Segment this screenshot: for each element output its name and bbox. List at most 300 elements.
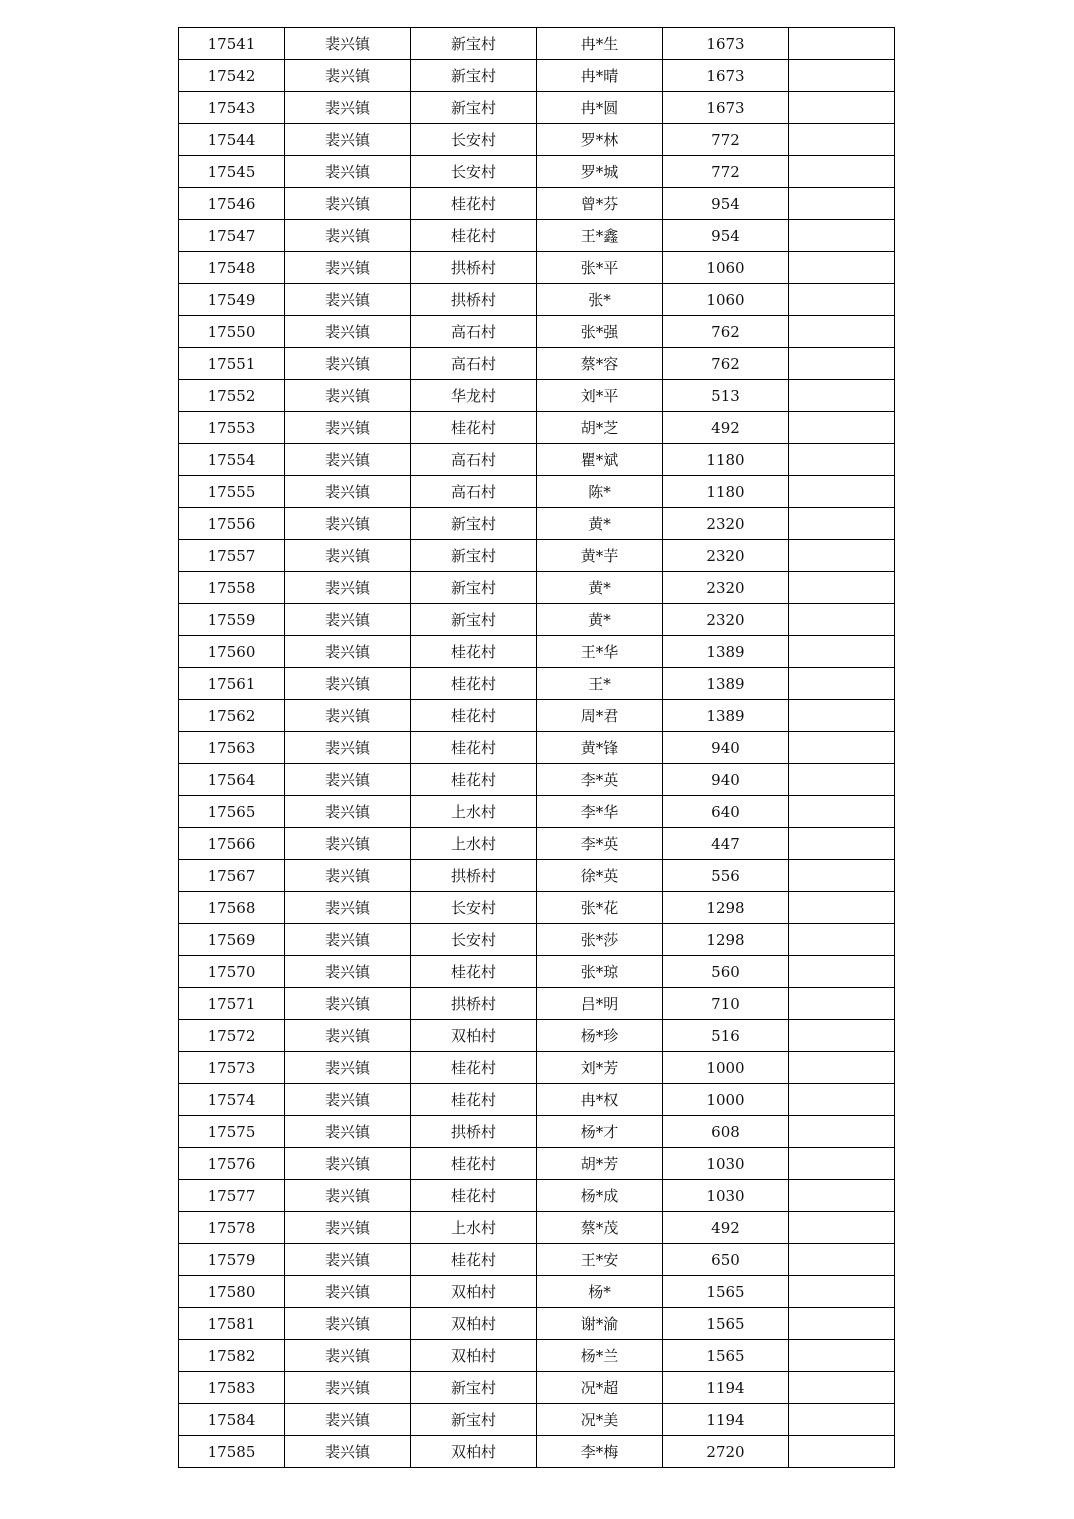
name-cell: 吕*明 (537, 988, 663, 1020)
amount-cell: 1389 (663, 668, 789, 700)
town-cell: 裴兴镇 (285, 156, 411, 188)
town-cell: 裴兴镇 (285, 444, 411, 476)
record-number-cell: 17571 (179, 988, 285, 1020)
remark-cell (789, 636, 895, 668)
amount-cell: 513 (663, 380, 789, 412)
amount-cell: 1030 (663, 1148, 789, 1180)
village-cell: 桂花村 (411, 956, 537, 988)
name-cell: 罗*林 (537, 124, 663, 156)
table-row (179, 988, 895, 1020)
amount-cell: 1030 (663, 1180, 789, 1212)
town-cell: 裴兴镇 (285, 1244, 411, 1276)
table-row (179, 348, 895, 380)
record-number-cell: 17556 (179, 508, 285, 540)
town-cell: 裴兴镇 (285, 636, 411, 668)
amount-cell: 1298 (663, 892, 789, 924)
table-row (179, 316, 895, 348)
town-cell: 裴兴镇 (285, 540, 411, 572)
town-cell: 裴兴镇 (285, 828, 411, 860)
record-number-cell: 17545 (179, 156, 285, 188)
remark-cell (789, 828, 895, 860)
village-cell: 拱桥村 (411, 1116, 537, 1148)
town-cell: 裴兴镇 (285, 572, 411, 604)
town-cell: 裴兴镇 (285, 1404, 411, 1436)
name-cell: 瞿*斌 (537, 444, 663, 476)
record-number-cell: 17577 (179, 1180, 285, 1212)
village-cell: 新宝村 (411, 92, 537, 124)
amount-cell: 492 (663, 412, 789, 444)
remark-cell (789, 1052, 895, 1084)
remark-cell (789, 1084, 895, 1116)
amount-cell: 560 (663, 956, 789, 988)
town-cell: 裴兴镇 (285, 924, 411, 956)
amount-cell: 2320 (663, 540, 789, 572)
remark-cell (789, 60, 895, 92)
name-cell: 黄* (537, 604, 663, 636)
record-number-cell: 17551 (179, 348, 285, 380)
village-cell: 桂花村 (411, 1244, 537, 1276)
village-cell: 长安村 (411, 924, 537, 956)
amount-cell: 1673 (663, 28, 789, 60)
table-row (179, 508, 895, 540)
record-number-cell: 17583 (179, 1372, 285, 1404)
town-cell: 裴兴镇 (285, 1020, 411, 1052)
name-cell: 刘*芳 (537, 1052, 663, 1084)
record-number-cell: 17563 (179, 732, 285, 764)
village-cell: 桂花村 (411, 1180, 537, 1212)
village-cell: 华龙村 (411, 380, 537, 412)
table-row (179, 1116, 895, 1148)
record-number-cell: 17560 (179, 636, 285, 668)
table-row (179, 188, 895, 220)
remark-cell (789, 892, 895, 924)
name-cell: 冉*生 (537, 28, 663, 60)
remark-cell (789, 252, 895, 284)
town-cell: 裴兴镇 (285, 92, 411, 124)
town-cell: 裴兴镇 (285, 1084, 411, 1116)
table-row (179, 796, 895, 828)
table-row (179, 412, 895, 444)
table-row (179, 956, 895, 988)
record-number-cell: 17580 (179, 1276, 285, 1308)
town-cell: 裴兴镇 (285, 860, 411, 892)
table-row (179, 444, 895, 476)
name-cell: 王*安 (537, 1244, 663, 1276)
remark-cell (789, 1308, 895, 1340)
remark-cell (789, 764, 895, 796)
village-cell: 新宝村 (411, 540, 537, 572)
remark-cell (789, 508, 895, 540)
village-cell: 桂花村 (411, 700, 537, 732)
name-cell: 李*英 (537, 764, 663, 796)
name-cell: 周*君 (537, 700, 663, 732)
table-row (179, 1180, 895, 1212)
village-cell: 双柏村 (411, 1308, 537, 1340)
record-number-cell: 17561 (179, 668, 285, 700)
remark-cell (789, 796, 895, 828)
name-cell: 况*超 (537, 1372, 663, 1404)
table-row (179, 1244, 895, 1276)
town-cell: 裴兴镇 (285, 60, 411, 92)
name-cell: 胡*芝 (537, 412, 663, 444)
village-cell: 桂花村 (411, 412, 537, 444)
name-cell: 杨*才 (537, 1116, 663, 1148)
table-row (179, 1372, 895, 1404)
name-cell: 冉*圆 (537, 92, 663, 124)
table-row (179, 1308, 895, 1340)
village-cell: 新宝村 (411, 1372, 537, 1404)
remark-cell (789, 316, 895, 348)
village-cell: 拱桥村 (411, 252, 537, 284)
town-cell: 裴兴镇 (285, 1276, 411, 1308)
amount-cell: 1194 (663, 1404, 789, 1436)
table-row (179, 284, 895, 316)
record-number-cell: 17557 (179, 540, 285, 572)
amount-cell: 1180 (663, 444, 789, 476)
record-number-cell: 17574 (179, 1084, 285, 1116)
village-cell: 桂花村 (411, 668, 537, 700)
town-cell: 裴兴镇 (285, 1372, 411, 1404)
town-cell: 裴兴镇 (285, 764, 411, 796)
village-cell: 新宝村 (411, 1404, 537, 1436)
amount-cell: 1389 (663, 636, 789, 668)
town-cell: 裴兴镇 (285, 796, 411, 828)
village-cell: 长安村 (411, 124, 537, 156)
remark-cell (789, 444, 895, 476)
record-number-cell: 17559 (179, 604, 285, 636)
town-cell: 裴兴镇 (285, 124, 411, 156)
town-cell: 裴兴镇 (285, 892, 411, 924)
town-cell: 裴兴镇 (285, 668, 411, 700)
table-row (179, 1084, 895, 1116)
town-cell: 裴兴镇 (285, 956, 411, 988)
village-cell: 拱桥村 (411, 284, 537, 316)
table-row (179, 1340, 895, 1372)
name-cell: 胡*芳 (537, 1148, 663, 1180)
amount-cell: 1060 (663, 252, 789, 284)
table-row (179, 636, 895, 668)
remark-cell (789, 668, 895, 700)
town-cell: 裴兴镇 (285, 284, 411, 316)
name-cell: 张*莎 (537, 924, 663, 956)
amount-cell: 772 (663, 124, 789, 156)
record-number-cell: 17553 (179, 412, 285, 444)
remark-cell (789, 220, 895, 252)
name-cell: 刘*平 (537, 380, 663, 412)
village-cell: 双柏村 (411, 1436, 537, 1468)
remark-cell (789, 284, 895, 316)
name-cell: 黄* (537, 508, 663, 540)
name-cell: 李*英 (537, 828, 663, 860)
name-cell: 王* (537, 668, 663, 700)
amount-cell: 1565 (663, 1276, 789, 1308)
remark-cell (789, 604, 895, 636)
village-cell: 高石村 (411, 476, 537, 508)
record-number-cell: 17569 (179, 924, 285, 956)
village-cell: 双柏村 (411, 1276, 537, 1308)
village-cell: 桂花村 (411, 188, 537, 220)
record-number-cell: 17564 (179, 764, 285, 796)
remark-cell (789, 860, 895, 892)
village-cell: 新宝村 (411, 572, 537, 604)
amount-cell: 447 (663, 828, 789, 860)
record-number-cell: 17570 (179, 956, 285, 988)
amount-cell: 1180 (663, 476, 789, 508)
remark-cell (789, 1372, 895, 1404)
name-cell: 张*花 (537, 892, 663, 924)
table-row (179, 1404, 895, 1436)
amount-cell: 1565 (663, 1308, 789, 1340)
town-cell: 裴兴镇 (285, 220, 411, 252)
remark-cell (789, 572, 895, 604)
table-row (179, 60, 895, 92)
amount-cell: 608 (663, 1116, 789, 1148)
table-row (179, 540, 895, 572)
remark-cell (789, 732, 895, 764)
town-cell: 裴兴镇 (285, 348, 411, 380)
table-row (179, 1148, 895, 1180)
record-number-cell: 17543 (179, 92, 285, 124)
amount-cell: 2320 (663, 572, 789, 604)
village-cell: 桂花村 (411, 1084, 537, 1116)
record-number-cell: 17552 (179, 380, 285, 412)
record-number-cell: 17572 (179, 1020, 285, 1052)
village-cell: 双柏村 (411, 1340, 537, 1372)
table-row (179, 1436, 895, 1468)
name-cell: 张*琼 (537, 956, 663, 988)
village-cell: 桂花村 (411, 220, 537, 252)
town-cell: 裴兴镇 (285, 508, 411, 540)
remark-cell (789, 1404, 895, 1436)
record-number-cell: 17558 (179, 572, 285, 604)
remark-cell (789, 380, 895, 412)
name-cell: 王*鑫 (537, 220, 663, 252)
name-cell: 杨* (537, 1276, 663, 1308)
record-number-cell: 17576 (179, 1148, 285, 1180)
remark-cell (789, 92, 895, 124)
amount-cell: 2320 (663, 508, 789, 540)
town-cell: 裴兴镇 (285, 1308, 411, 1340)
town-cell: 裴兴镇 (285, 1180, 411, 1212)
name-cell: 张* (537, 284, 663, 316)
village-cell: 新宝村 (411, 60, 537, 92)
town-cell: 裴兴镇 (285, 316, 411, 348)
name-cell: 况*美 (537, 1404, 663, 1436)
village-cell: 拱桥村 (411, 988, 537, 1020)
name-cell: 杨*成 (537, 1180, 663, 1212)
remark-cell (789, 412, 895, 444)
remark-cell (789, 1020, 895, 1052)
village-cell: 长安村 (411, 892, 537, 924)
record-number-cell: 17542 (179, 60, 285, 92)
amount-cell: 556 (663, 860, 789, 892)
table-row (179, 764, 895, 796)
record-number-cell: 17548 (179, 252, 285, 284)
amount-cell: 2720 (663, 1436, 789, 1468)
remark-cell (789, 188, 895, 220)
roster-table-body (179, 28, 895, 1468)
name-cell: 杨*兰 (537, 1340, 663, 1372)
town-cell: 裴兴镇 (285, 1212, 411, 1244)
town-cell: 裴兴镇 (285, 700, 411, 732)
remark-cell (789, 1340, 895, 1372)
remark-cell (789, 124, 895, 156)
table-row (179, 1020, 895, 1052)
record-number-cell: 17546 (179, 188, 285, 220)
table-row (179, 124, 895, 156)
remark-cell (789, 1180, 895, 1212)
remark-cell (789, 476, 895, 508)
record-number-cell: 17554 (179, 444, 285, 476)
village-cell: 上水村 (411, 828, 537, 860)
record-number-cell: 17544 (179, 124, 285, 156)
remark-cell (789, 1436, 895, 1468)
remark-cell (789, 28, 895, 60)
amount-cell: 954 (663, 220, 789, 252)
name-cell: 黄*芋 (537, 540, 663, 572)
table-row (179, 220, 895, 252)
village-cell: 桂花村 (411, 732, 537, 764)
amount-cell: 954 (663, 188, 789, 220)
record-number-cell: 17568 (179, 892, 285, 924)
table-row (179, 892, 895, 924)
town-cell: 裴兴镇 (285, 252, 411, 284)
table-row (179, 28, 895, 60)
village-cell: 高石村 (411, 444, 537, 476)
village-cell: 新宝村 (411, 508, 537, 540)
town-cell: 裴兴镇 (285, 604, 411, 636)
amount-cell: 772 (663, 156, 789, 188)
amount-cell: 516 (663, 1020, 789, 1052)
table-row (179, 156, 895, 188)
town-cell: 裴兴镇 (285, 412, 411, 444)
town-cell: 裴兴镇 (285, 1116, 411, 1148)
name-cell: 杨*珍 (537, 1020, 663, 1052)
village-cell: 桂花村 (411, 636, 537, 668)
record-number-cell: 17550 (179, 316, 285, 348)
record-number-cell: 17549 (179, 284, 285, 316)
record-number-cell: 17565 (179, 796, 285, 828)
record-number-cell: 17562 (179, 700, 285, 732)
name-cell: 罗*城 (537, 156, 663, 188)
remark-cell (789, 540, 895, 572)
name-cell: 张*平 (537, 252, 663, 284)
amount-cell: 762 (663, 316, 789, 348)
remark-cell (789, 1148, 895, 1180)
amount-cell: 1060 (663, 284, 789, 316)
table-row (179, 860, 895, 892)
village-cell: 桂花村 (411, 1148, 537, 1180)
name-cell: 李*梅 (537, 1436, 663, 1468)
amount-cell: 940 (663, 732, 789, 764)
name-cell: 陈* (537, 476, 663, 508)
remark-cell (789, 956, 895, 988)
amount-cell: 2320 (663, 604, 789, 636)
record-number-cell: 17582 (179, 1340, 285, 1372)
record-number-cell: 17547 (179, 220, 285, 252)
remark-cell (789, 1116, 895, 1148)
amount-cell: 710 (663, 988, 789, 1020)
table-row (179, 924, 895, 956)
amount-cell: 940 (663, 764, 789, 796)
remark-cell (789, 156, 895, 188)
amount-cell: 1673 (663, 60, 789, 92)
record-number-cell: 17578 (179, 1212, 285, 1244)
amount-cell: 640 (663, 796, 789, 828)
record-number-cell: 17584 (179, 1404, 285, 1436)
table-row (179, 604, 895, 636)
table-row (179, 1052, 895, 1084)
amount-cell: 650 (663, 1244, 789, 1276)
village-cell: 上水村 (411, 1212, 537, 1244)
record-number-cell: 17575 (179, 1116, 285, 1148)
amount-cell: 492 (663, 1212, 789, 1244)
remark-cell (789, 1212, 895, 1244)
village-cell: 上水村 (411, 796, 537, 828)
amount-cell: 1565 (663, 1340, 789, 1372)
town-cell: 裴兴镇 (285, 1148, 411, 1180)
table-row (179, 1276, 895, 1308)
name-cell: 王*华 (537, 636, 663, 668)
amount-cell: 1194 (663, 1372, 789, 1404)
village-cell: 高石村 (411, 316, 537, 348)
amount-cell: 1000 (663, 1084, 789, 1116)
table-row (179, 1212, 895, 1244)
remark-cell (789, 988, 895, 1020)
name-cell: 黄*锋 (537, 732, 663, 764)
table-row (179, 668, 895, 700)
town-cell: 裴兴镇 (285, 476, 411, 508)
amount-cell: 762 (663, 348, 789, 380)
name-cell: 张*强 (537, 316, 663, 348)
table-row (179, 252, 895, 284)
village-cell: 桂花村 (411, 1052, 537, 1084)
record-number-cell: 17581 (179, 1308, 285, 1340)
name-cell: 黄* (537, 572, 663, 604)
amount-cell: 1298 (663, 924, 789, 956)
remark-cell (789, 1244, 895, 1276)
town-cell: 裴兴镇 (285, 188, 411, 220)
table-row (179, 476, 895, 508)
village-cell: 桂花村 (411, 764, 537, 796)
table-row (179, 380, 895, 412)
village-cell: 拱桥村 (411, 860, 537, 892)
town-cell: 裴兴镇 (285, 380, 411, 412)
name-cell: 冉*权 (537, 1084, 663, 1116)
record-number-cell: 17566 (179, 828, 285, 860)
village-cell: 新宝村 (411, 604, 537, 636)
name-cell: 曾*芬 (537, 188, 663, 220)
remark-cell (789, 348, 895, 380)
record-number-cell: 17585 (179, 1436, 285, 1468)
record-number-cell: 17573 (179, 1052, 285, 1084)
town-cell: 裴兴镇 (285, 1340, 411, 1372)
village-cell: 高石村 (411, 348, 537, 380)
village-cell: 新宝村 (411, 28, 537, 60)
remark-cell (789, 700, 895, 732)
table-row (179, 92, 895, 124)
town-cell: 裴兴镇 (285, 732, 411, 764)
amount-cell: 1673 (663, 92, 789, 124)
roster-table (178, 27, 895, 1468)
name-cell: 蔡*容 (537, 348, 663, 380)
town-cell: 裴兴镇 (285, 988, 411, 1020)
town-cell: 裴兴镇 (285, 1052, 411, 1084)
town-cell: 裴兴镇 (285, 1436, 411, 1468)
name-cell: 谢*渝 (537, 1308, 663, 1340)
name-cell: 冉*晴 (537, 60, 663, 92)
table-row (179, 572, 895, 604)
